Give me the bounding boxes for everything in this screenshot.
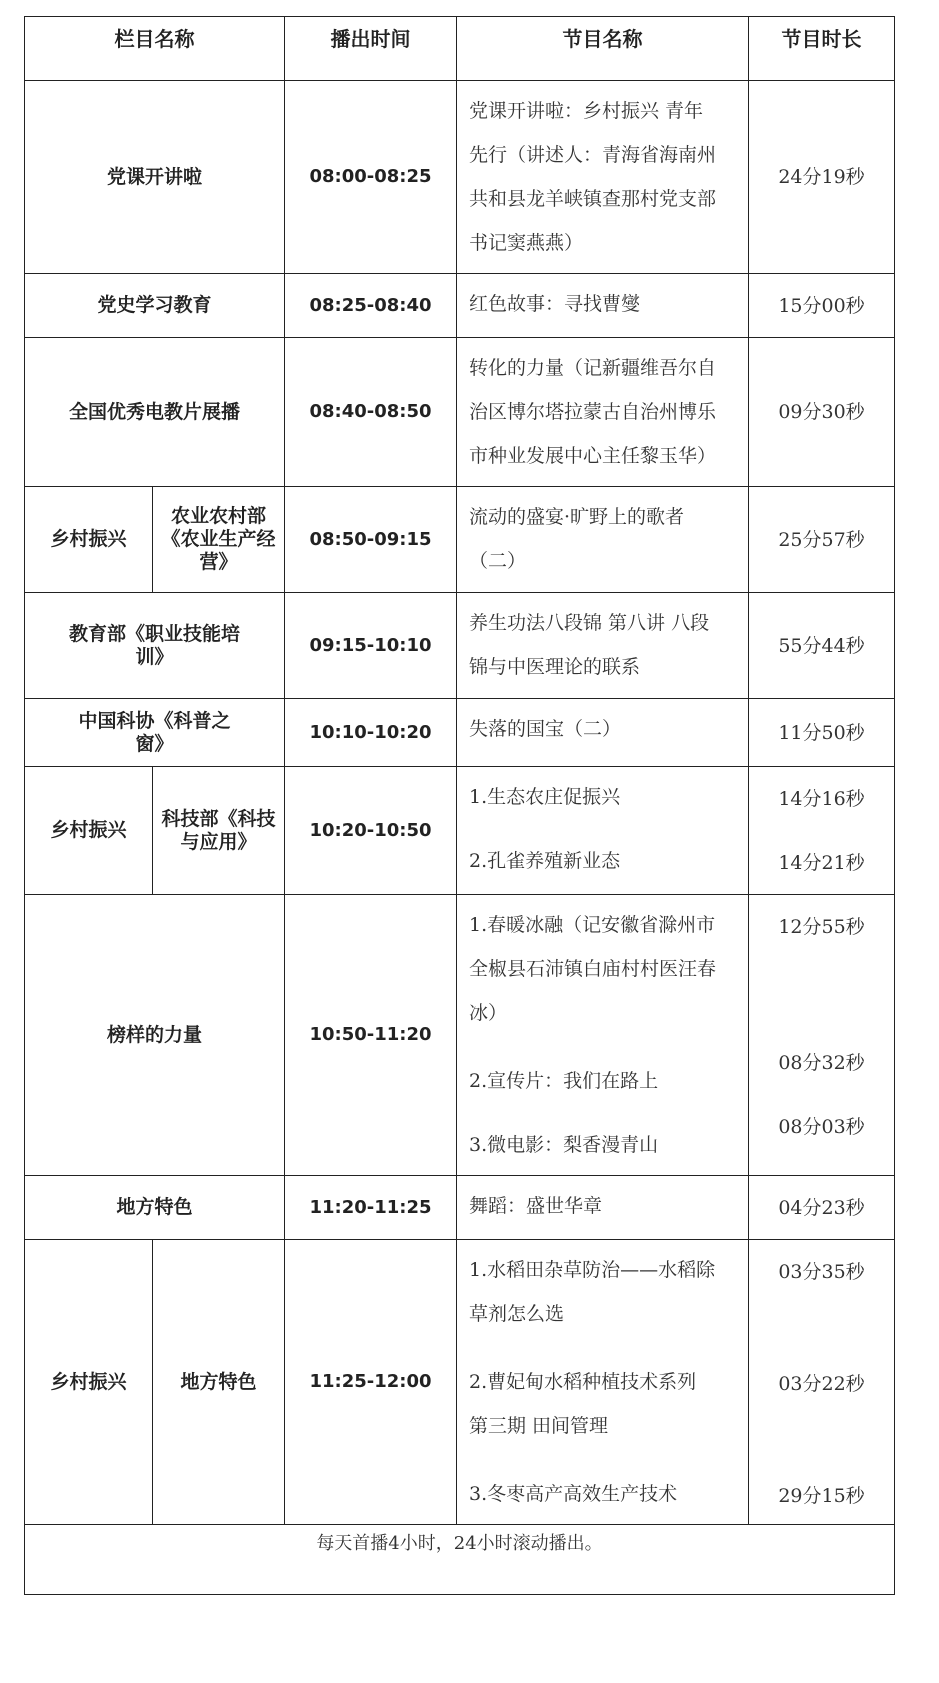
row-programs xyxy=(457,1240,749,1525)
row-programs xyxy=(457,81,749,274)
row-subcategory: 地方特色 xyxy=(153,1240,285,1525)
row-time: 10:10-10:20 xyxy=(285,699,457,767)
program-line: 书记窦燕燕） xyxy=(469,232,584,254)
duration-value: 08分32秒 xyxy=(778,1052,865,1074)
duration-value: 08分03秒 xyxy=(778,1116,865,1138)
program-line: 3.微电影：梨香漫青山 xyxy=(469,1134,659,1156)
row-programs xyxy=(457,699,749,767)
row-duration xyxy=(749,895,895,1176)
row-category: 乡村振兴 xyxy=(25,487,153,593)
program-line: 全椒县石沛镇白庙村村医汪春 xyxy=(469,958,717,980)
header-column-name: 栏目名称 xyxy=(25,17,285,81)
header-row xyxy=(25,17,895,81)
program-line: 1.水稻田杂草防治——水稻除 xyxy=(469,1259,716,1281)
program-line: 冰） xyxy=(469,1002,508,1024)
schedule-table xyxy=(24,16,895,1595)
row-duration xyxy=(749,1240,895,1525)
program-line: （二） xyxy=(469,550,527,572)
table-row xyxy=(25,487,895,593)
row-category: 党史学习教育 xyxy=(25,274,285,338)
duration-value: 14分21秒 xyxy=(778,852,865,874)
duration-value: 12分55秒 xyxy=(778,916,865,938)
table-row xyxy=(25,593,895,699)
duration-value: 29分15秒 xyxy=(778,1485,865,1507)
program-line: 3.冬枣高产高效生产技术 xyxy=(469,1483,678,1505)
duration-value: 09分30秒 xyxy=(778,401,865,423)
duration-value: 24分19秒 xyxy=(778,166,865,188)
program-line: 失落的国宝（二） xyxy=(469,718,622,740)
duration-value: 15分00秒 xyxy=(778,294,865,317)
row-category: 地方特色 xyxy=(25,1176,285,1240)
program-line: 先行（讲述人：青海省海南州 xyxy=(469,144,717,166)
row-category: 中国科协《科普之窗》 xyxy=(25,699,285,767)
row-subcategory: 科技部《科技与应用》 xyxy=(153,767,285,895)
duration-value: 14分16秒 xyxy=(778,788,865,810)
program-line: 第三期 田间管理 xyxy=(469,1415,609,1437)
row-category: 乡村振兴 xyxy=(25,767,153,895)
row-duration xyxy=(749,593,895,699)
row-category: 乡村振兴 xyxy=(25,1240,153,1525)
program-line: 红色故事：寻找曹燮 xyxy=(469,293,641,315)
program-line: 党课开讲啦：乡村振兴 青年 xyxy=(469,100,704,122)
footer-row xyxy=(25,1525,895,1595)
row-time: 10:20-10:50 xyxy=(285,767,457,895)
row-duration xyxy=(749,338,895,487)
program-line: 治区博尔塔拉蒙古自治州博乐 xyxy=(469,401,717,423)
row-time: 10:50-11:20 xyxy=(285,895,457,1176)
row-category: 党课开讲啦 xyxy=(25,81,285,274)
row-category: 榜样的力量 xyxy=(25,895,285,1176)
row-duration xyxy=(749,1176,895,1240)
row-programs xyxy=(457,487,749,593)
row-time: 11:25-12:00 xyxy=(285,1240,457,1525)
header-duration: 节目时长 xyxy=(749,17,895,81)
row-time: 09:15-10:10 xyxy=(285,593,457,699)
duration-value: 11分50秒 xyxy=(778,721,865,744)
duration-value: 03分22秒 xyxy=(778,1373,865,1395)
table-row xyxy=(25,699,895,767)
row-time: 11:20-11:25 xyxy=(285,1176,457,1240)
program-line: 2.宣传片：我们在路上 xyxy=(469,1070,659,1092)
header-program-name: 节目名称 xyxy=(457,17,749,81)
program-line: 转化的力量（记新疆维吾尔自 xyxy=(469,357,717,379)
row-programs xyxy=(457,767,749,895)
table-row xyxy=(25,81,895,274)
program-line: 1.春暖冰融（记安徽省滁州市 xyxy=(469,914,716,936)
row-duration xyxy=(749,81,895,274)
table-row xyxy=(25,1176,895,1240)
row-subcategory: 农业农村部《农业生产经营》 xyxy=(153,487,285,593)
row-duration xyxy=(749,767,895,895)
table-row xyxy=(25,1240,895,1525)
program-line: 1.生态农庄促振兴 xyxy=(469,786,621,808)
program-line: 养生功法八段锦 第八讲 八段 xyxy=(469,612,710,634)
row-time: 08:00-08:25 xyxy=(285,81,457,274)
row-category: 全国优秀电教片展播 xyxy=(25,338,285,487)
program-line: 锦与中医理论的联系 xyxy=(469,656,641,678)
program-line: 2.曹妃甸水稻种植技术系列 xyxy=(469,1371,697,1393)
duration-value: 55分44秒 xyxy=(778,634,865,657)
program-line: 共和县龙羊峡镇查那村党支部 xyxy=(469,188,717,210)
row-duration xyxy=(749,274,895,338)
table-row xyxy=(25,338,895,487)
row-duration xyxy=(749,487,895,593)
table-row xyxy=(25,895,895,1176)
row-duration xyxy=(749,699,895,767)
duration-value: 25分57秒 xyxy=(778,528,865,551)
duration-value: 03分35秒 xyxy=(778,1261,865,1283)
program-line: 流动的盛宴·旷野上的歌者 xyxy=(469,506,685,528)
duration-value: 04分23秒 xyxy=(778,1196,865,1219)
program-line: 舞蹈：盛世华章 xyxy=(469,1195,603,1217)
row-programs xyxy=(457,593,749,699)
row-programs xyxy=(457,895,749,1176)
row-programs xyxy=(457,1176,749,1240)
row-programs xyxy=(457,338,749,487)
footer-note: 每天首播4小时，24小时滚动播出。 xyxy=(25,1525,895,1595)
row-time: 08:25-08:40 xyxy=(285,274,457,338)
program-line: 草剂怎么选 xyxy=(469,1303,565,1325)
row-programs xyxy=(457,274,749,338)
row-time: 08:50-09:15 xyxy=(285,487,457,593)
header-air-time: 播出时间 xyxy=(285,17,457,81)
row-time: 08:40-08:50 xyxy=(285,338,457,487)
table-row xyxy=(25,767,895,895)
table-row xyxy=(25,274,895,338)
row-category: 教育部《职业技能培训》 xyxy=(25,593,285,699)
program-line: 2.孔雀养殖新业态 xyxy=(469,850,621,872)
program-line: 市种业发展中心主任黎玉华） xyxy=(469,445,717,467)
